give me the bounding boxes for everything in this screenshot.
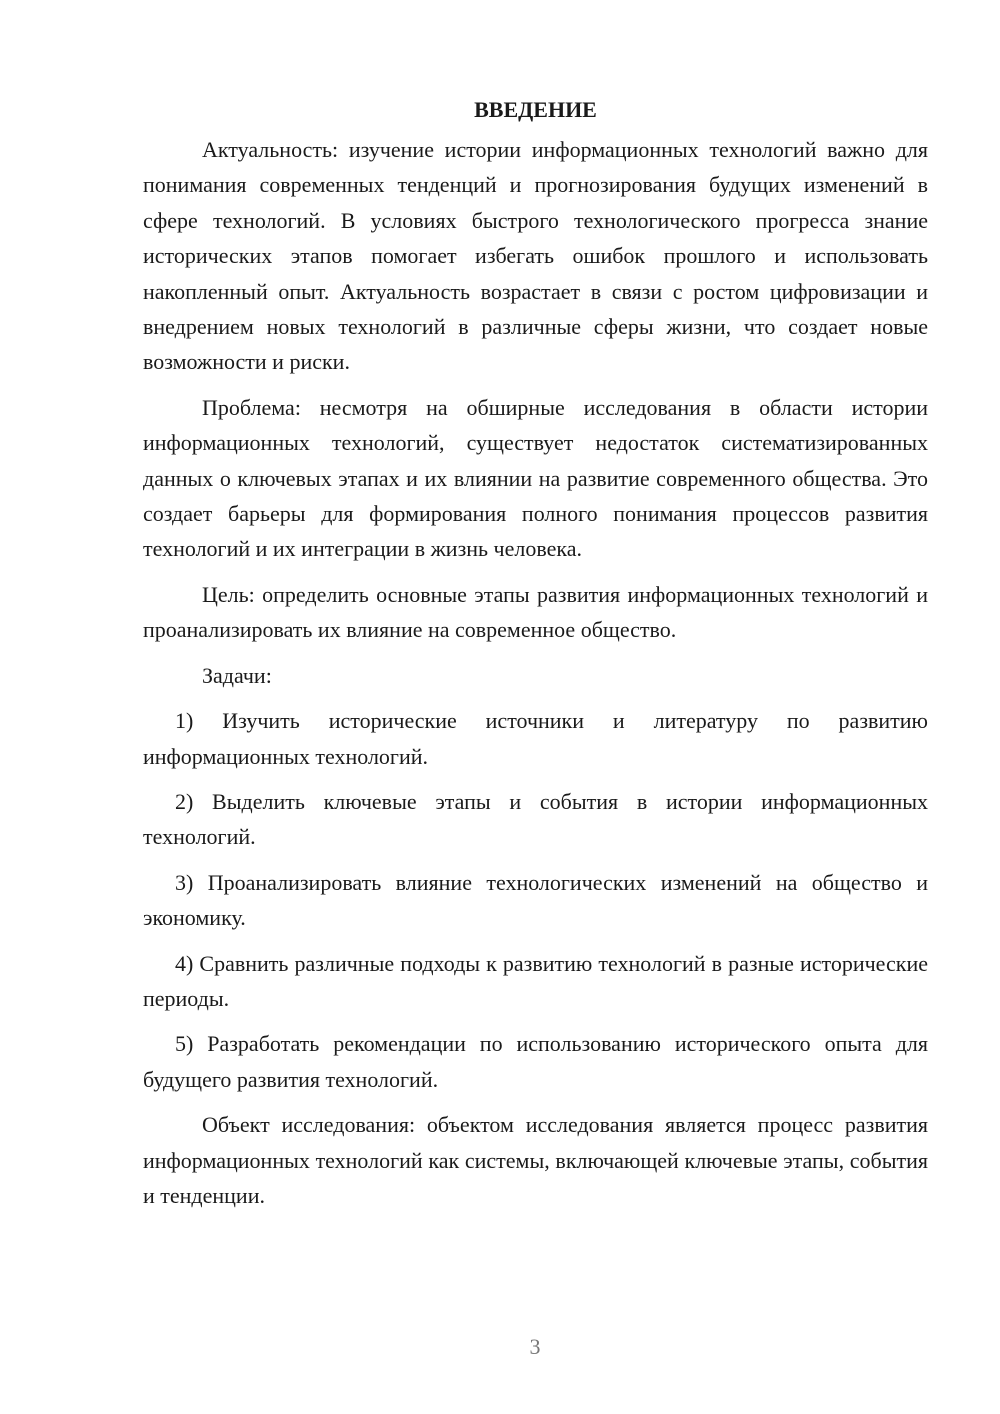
task-item-4: 4) Сравнить различные подходы к развитию технологий в разные исторические периоды. [143,950,928,1011]
task-item-2: 2) Выделить ключевые этапы и события в истории информационных технологий. [143,788,928,850]
section-heading: ВВЕДЕНИЕ [474,97,597,122]
paragraph-goal: Цель: определить основные этапы развития информационных технологий и проанализировать их влияние на современное общество. [143,581,928,643]
task-item-5: 5) Разработать рекомендации по использованию исторического опыта для будущего развития технологий. [143,1031,928,1092]
paragraph-problem: Проблема: несмотря на обширные исследования в области истории информационных технологий, существует недостаток систематизированных данных о ключевых этапах и их влиянии на развитие современного общества. Это создает барьеры для формирования полного понимания процессов развития технологий и их интеграции в жизнь человека. [143,394,928,562]
task-item-1: 1) Изучить исторические источники и литературу по развитию информационных технологий. [143,708,928,769]
page-content [143,92,928,1223]
paragraph-relevance: Актуальность: изучение истории информационных технологий важно для понимания современных тенденций и прогнозирования будущих изменений в сфере технологий. В условиях быстрого технологического прогресса знание исторических этапов помогает избегать ошибок прошлого и использовать накопленный опыт. Актуальность возрастает в связи с ростом цифровизации и внедрением новых технологий в различные сферы жизни, что создает новые возможности и риски. [143,137,928,375]
paragraph-object: Объект исследования: объектом исследования является процесс развития информационных технологий как системы, включающей ключевые этапы, события и тенденции. [143,1112,928,1208]
tasks-label: Задачи: [202,662,272,688]
page-number: 3 [529,1334,541,1359]
task-item-3: 3) Проанализировать влияние технологических изменений на общество и экономику. [143,869,928,931]
